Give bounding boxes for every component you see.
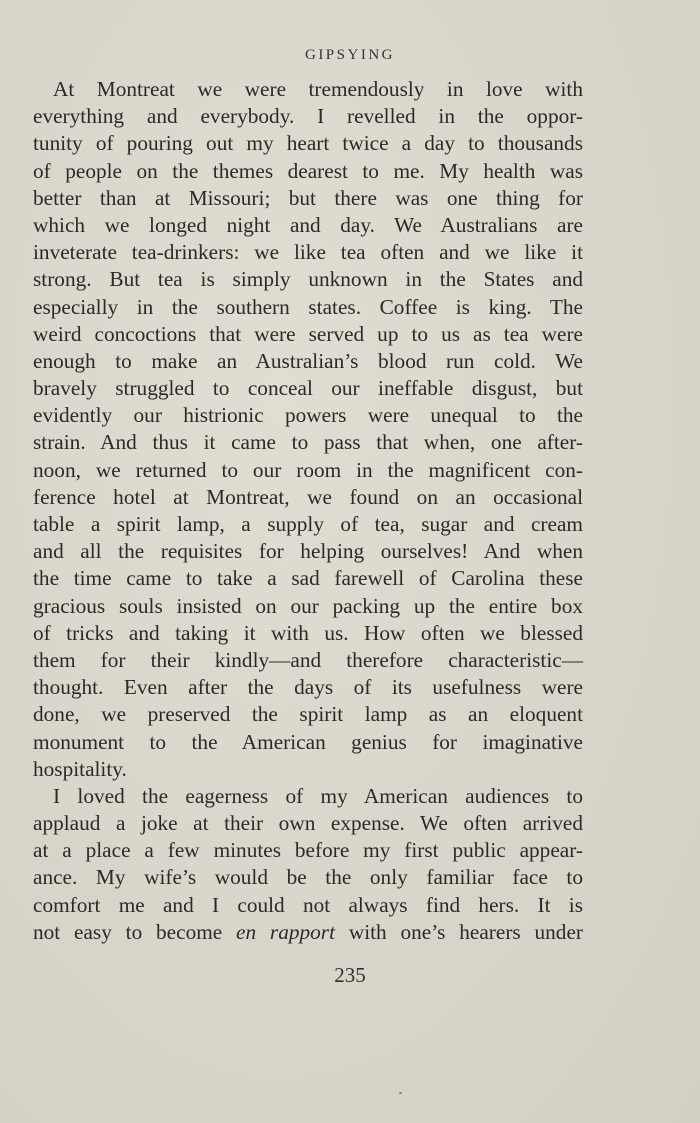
text-segment: with one’s hearers under bbox=[348, 919, 583, 944]
text-line-with-italic bbox=[33, 919, 583, 946]
text-line: done, we preserved the spirit lamp as an eloquent bbox=[33, 702, 583, 727]
text-line: weird concoctions that were served up to us as tea were bbox=[33, 321, 583, 346]
text-line: noon, we returned to our room in the magnificent con- bbox=[33, 457, 583, 482]
text-line: inveterate tea-drinkers: we like tea often and we like it bbox=[33, 240, 583, 265]
paper-speck bbox=[399, 1092, 402, 1094]
text-line: and all the requisites for helping ourselves! And when bbox=[33, 539, 583, 564]
italic-phrase: en rapport bbox=[236, 919, 336, 944]
text-line: them for their kindly—and therefore characteristic— bbox=[33, 647, 583, 672]
text-line: better than at Missouri; but there was one thing for bbox=[33, 185, 583, 210]
paragraph-2 bbox=[33, 783, 583, 946]
text-line: ference hotel at Montreat, we found on an occasional bbox=[33, 484, 583, 509]
text-line: everything and everybody. I revelled in the oppor- bbox=[33, 104, 583, 129]
text-line: tunity of pouring out my heart twice a day to thousands bbox=[33, 131, 583, 156]
text-line: At Montreat we were tremendously in love with bbox=[53, 77, 583, 101]
text-line: ance. My wife’s would be the only familiar face to bbox=[33, 865, 583, 890]
paragraph-1 bbox=[33, 76, 583, 783]
text-line: of tricks and taking it with us. How often we blessed bbox=[33, 620, 583, 645]
text-line: strain. And thus it came to pass that when, one after- bbox=[33, 430, 583, 455]
text-line: evidently our histrionic powers were unequal to the bbox=[33, 403, 583, 428]
text-segment: not easy to become bbox=[33, 919, 237, 944]
page-number: 235 bbox=[334, 963, 366, 987]
text-line: comfort me and I could not always find hers. It is bbox=[33, 892, 583, 917]
text-line: hospitality. bbox=[33, 756, 127, 781]
text-line: applaud a joke at their own expense. We often arrived bbox=[33, 811, 583, 836]
text-line: enough to make an Australian’s blood run cold. We bbox=[33, 348, 583, 373]
text-line: gracious souls insisted on our packing up the entire box bbox=[33, 593, 583, 618]
body-text bbox=[33, 76, 583, 946]
text-line: at a place a few minutes before my first public appear- bbox=[33, 838, 583, 863]
text-line: the time came to take a sad farewell of Carolina these bbox=[33, 566, 583, 591]
text-line: which we longed night and day. We Australians are bbox=[33, 212, 583, 237]
text-line: of people on the themes dearest to me. My health was bbox=[33, 158, 583, 183]
text-line: bravely struggled to conceal our ineffable disgust, but bbox=[33, 376, 583, 401]
text-line: table a spirit lamp, a supply of tea, sugar and cream bbox=[33, 512, 583, 536]
text-line: I loved the eagerness of my American audiences to bbox=[53, 783, 583, 808]
text-line: strong. But tea is simply unknown in the States and bbox=[33, 267, 583, 292]
running-head: GIPSYING bbox=[304, 47, 395, 63]
text-line: especially in the southern states. Coffee is king. The bbox=[33, 294, 583, 319]
text-line: thought. Even after the days of its usefulness were bbox=[33, 675, 583, 700]
text-line: monument to the American genius for imaginative bbox=[33, 729, 583, 754]
